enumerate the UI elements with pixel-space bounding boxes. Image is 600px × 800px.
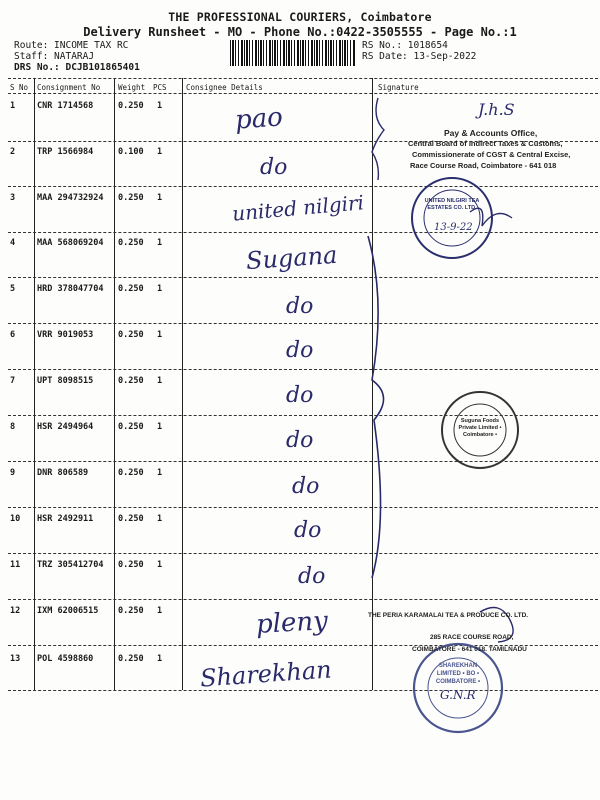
weight: 0.250	[118, 654, 144, 664]
sno: 13	[10, 654, 21, 664]
sno: 1	[10, 101, 16, 111]
staff-label: Staff: NATARAJ	[14, 51, 95, 62]
weight: 0.250	[118, 514, 144, 524]
sno: 2	[10, 147, 16, 157]
pao-stamp-line-2: Central Board of Indirect Taxes & Customs,	[408, 139, 563, 148]
sno: 4	[10, 238, 16, 248]
consignment-no: IXM 62006515	[37, 606, 99, 616]
handwritten-consignee-11: do	[298, 564, 326, 589]
rs-date: RS Date: 13-Sep-2022	[362, 51, 477, 62]
pao-stamp-line-3: Commissionerate of CGST & Central Excise,	[412, 150, 571, 159]
runsheet-subtitle: Delivery Runsheet - MO - Phone No.:0422-3505555 - Page No.:1	[83, 25, 517, 39]
handwritten-consignee-1: pao	[234, 102, 284, 136]
periakaramalai-line-2: 285 RACE COURSE ROAD,	[430, 634, 514, 641]
col-sno: S No	[10, 83, 29, 92]
suguna-seal-text: Suguna Foods Private Limited • Coimbatore •	[458, 418, 502, 438]
nilgiri-seal-date: 13-9-22	[434, 222, 473, 233]
pcs: 1	[157, 330, 163, 340]
consignment-no: CNR 1714568	[37, 101, 94, 111]
pcs: 1	[157, 238, 163, 248]
weight: 0.250	[118, 422, 144, 432]
sharekhan-signature: G.N.R	[440, 688, 476, 702]
pcs: 1	[157, 376, 163, 386]
sno: 8	[10, 422, 16, 432]
pcs: 1	[157, 560, 163, 570]
consignment-no: HSR 2494964	[37, 422, 94, 432]
pcs: 1	[157, 654, 163, 664]
handwritten-consignee-4: Sugana	[245, 240, 339, 276]
sno: 7	[10, 376, 16, 386]
pao-signature: J.h.S	[478, 100, 515, 119]
weight: 0.250	[118, 238, 144, 248]
rs-number: RS No.: 1018654	[362, 40, 448, 51]
pao-stamp-line-4: Race Course Road, Coimbatore - 641 018	[410, 161, 557, 170]
periakaramalai-line-3: COIMBATORE - 641 018. TAMILNADU	[412, 646, 527, 653]
sno: 6	[10, 330, 16, 340]
sno: 12	[10, 606, 21, 616]
col-signature: Signature	[378, 83, 419, 92]
col-weight: Weight	[118, 83, 146, 92]
sno: 11	[10, 560, 21, 570]
handwritten-consignee-5: do	[286, 294, 314, 319]
consignment-no: HRD 378047704	[37, 284, 104, 294]
handwritten-consignee-6: do	[286, 338, 314, 363]
consignment-no: HSR 2492911	[37, 514, 94, 524]
periakaramalai-line-1: THE PERIA KARAMALAI TEA & PRODUCE CO. LTD.	[368, 612, 529, 619]
consignment-no: TRZ 305412704	[37, 560, 104, 570]
drs-number: DRS No.: DCJB101865401	[14, 62, 140, 73]
weight: 0.250	[118, 560, 144, 570]
sno: 3	[10, 193, 16, 203]
pcs: 1	[157, 193, 163, 203]
weight: 0.100	[118, 147, 144, 157]
consignment-no: POL 4598860	[37, 654, 94, 664]
pcs: 1	[157, 284, 163, 294]
weight: 0.250	[118, 330, 144, 340]
handwritten-consignee-9: do	[292, 474, 320, 499]
weight: 0.250	[118, 376, 144, 386]
weight: 0.250	[118, 101, 144, 111]
pcs: 1	[157, 514, 163, 524]
consignment-no: MAA 568069204	[37, 238, 104, 248]
weight: 0.250	[118, 284, 144, 294]
handwritten-consignee-3: united nilgiri	[231, 190, 365, 226]
pcs: 1	[157, 422, 163, 432]
company-title: THE PROFESSIONAL COURIERS, Coimbatore	[168, 10, 432, 24]
consignment-no: DNR 806589	[37, 468, 89, 478]
consignment-no: UPT 8098515	[37, 376, 94, 386]
sno: 9	[10, 468, 16, 478]
sno: 5	[10, 284, 16, 294]
pcs: 1	[157, 468, 163, 478]
route-label: Route: INCOME TAX RC	[14, 40, 129, 51]
handwritten-consignee-13: Sharekhan	[199, 655, 333, 693]
brace-2	[368, 236, 384, 578]
pcs: 1	[157, 101, 163, 111]
sharekhan-seal-text: SHAREKHAN LIMITED • BO • COIMBATORE •	[435, 663, 481, 685]
weight: 0.250	[118, 606, 144, 616]
col-pcs: PCS	[153, 83, 167, 92]
handwritten-consignee-2: do	[260, 155, 288, 180]
handwritten-consignee-8: do	[286, 428, 314, 453]
col-consignment: Consignment No	[37, 83, 101, 92]
pao-stamp-line-1: Pay & Accounts Office,	[444, 128, 538, 138]
pcs: 1	[157, 147, 163, 157]
handwritten-consignee-12: pleny	[255, 606, 329, 640]
brace-1	[372, 98, 384, 180]
col-consignee: Consignee Details	[186, 83, 263, 92]
handwritten-consignee-7: do	[286, 383, 314, 408]
weight: 0.250	[118, 468, 144, 478]
sno: 10	[10, 514, 21, 524]
consignment-no: VRR 9019053	[37, 330, 94, 340]
handwritten-consignee-10: do	[294, 518, 322, 543]
weight: 0.250	[118, 193, 144, 203]
consignment-no: TRP 1566984	[37, 147, 94, 157]
consignment-no: MAA 294732924	[37, 193, 104, 203]
nilgiri-seal-text: UNITED NILGIRI TEA ESTATES CO. LTD.	[424, 198, 480, 211]
pcs: 1	[157, 606, 163, 616]
